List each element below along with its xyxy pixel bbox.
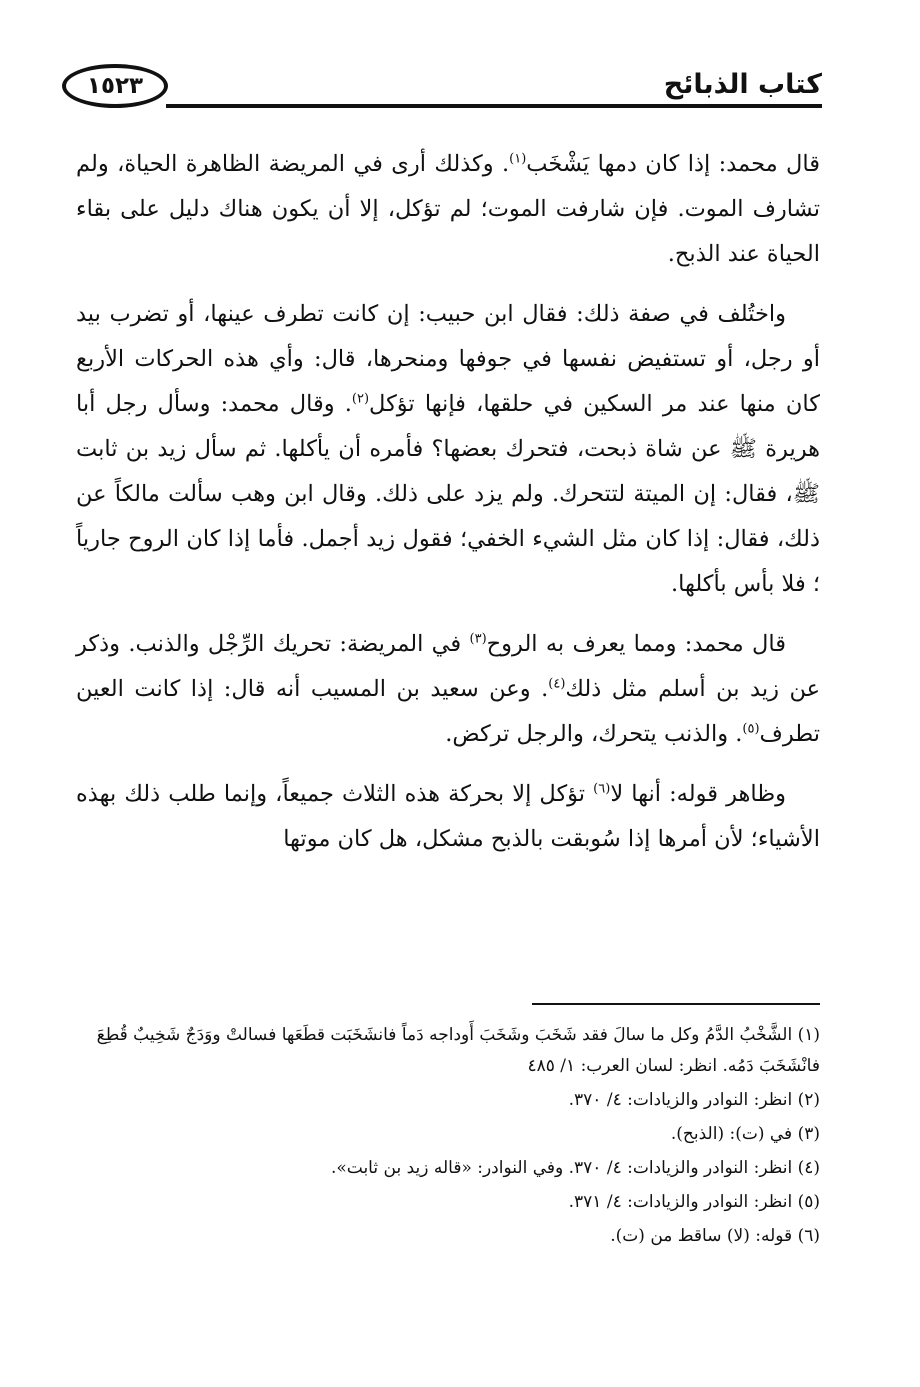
paragraph-text: . والذنب يتحرك، والرجل تركض. bbox=[445, 721, 743, 747]
paragraph-text: في المريضة: تحريك الرِّجْل والذنب. وذكر عن زيد بن أسلم مثل ذلك bbox=[76, 631, 820, 702]
footnote-2: (٢) انظر: النوادر والزيادات: ٤/ ٣٧٠. bbox=[568, 1090, 820, 1110]
footnote-ref-5[interactable]: (٥) bbox=[742, 721, 760, 737]
footnotes bbox=[76, 1020, 820, 1255]
paragraph-text: واختُلف في صفة ذلك: فقال ابن حبيب: إن كانت تطرف عينها، أو تضرب بيد أو رجل، أو تستفيض نفسها في جوفها ومنحرها، قال: وأي هذه الحركات الأربع كان منها عند مر السكين في حلقها، فإنها تؤكل bbox=[76, 301, 820, 417]
running-header bbox=[62, 62, 822, 112]
footnote-ref-4[interactable]: (٤) bbox=[548, 676, 566, 692]
footnote-6: (٦) قوله: (لا) ساقط من (ت). bbox=[610, 1226, 820, 1246]
footnote-3: (٣) في (ت): (الذبح). bbox=[670, 1124, 820, 1144]
paragraph-text: . وعن سعيد بن المسيب أنه قال: إذا كانت العين تطرف bbox=[76, 676, 820, 747]
footnote-ref-6[interactable]: (٦) bbox=[593, 781, 611, 797]
paragraph-text: قال محمد: إذا كان دمها يَشْخَب bbox=[526, 151, 820, 177]
footnote-separator bbox=[532, 1003, 820, 1005]
footnote-ref-3[interactable]: (٣) bbox=[469, 631, 487, 647]
footnote-ref-2[interactable]: (٢) bbox=[351, 391, 370, 407]
paragraph-text: وظاهر قوله: أنها لا bbox=[610, 781, 786, 807]
paragraph-4 bbox=[76, 772, 820, 862]
page-number-badge bbox=[62, 64, 168, 108]
page-number: ١٥٢٣ bbox=[86, 73, 144, 99]
paragraph-text: . وكذلك أرى في المريضة الظاهرة الحياة، ولم تشارف الموت. فإن شارفت الموت؛ لم تؤكل، إلا أن يكون هناك دليل على بقاء الحياة عند الذبح. bbox=[76, 151, 820, 267]
book-title: كتاب الذبائح bbox=[663, 69, 822, 100]
footnote-4: (٤) انظر: النوادر والزيادات: ٤/ ٣٧٠. وفي النوادر: «قاله زيد بن ثابت». bbox=[330, 1158, 820, 1178]
footnote-ref-1[interactable]: (١) bbox=[509, 151, 527, 167]
paragraph-text: . وقال محمد: وسأل رجل أبا هريرة ﷺ عن شاة ذبحت، فتحرك بعضها؟ فأمره أن يأكلها. ثم سأل زيد بن ثابت ﷺ، فقال: إن الميتة لتتحرك. ولم يزد على ذلك. وقال ابن وهب سألت مالكاً عن ذلك، فقال: إذا كان مثل الشيء الخفي؛ فقول زيد أجمل. فأما إذا كان الروح جارياً ؛ فلا بأس بأكلها. bbox=[76, 391, 820, 597]
footnote-1: (١) الشَّخْبُ الدَّمُ وكل ما سالَ فقد شَخَبَ وشَخَبَ أَوداجه دَماً فانشَخَبَت قطَعَها فسالتْ ووَدَجٌ شَخِيبٌ قُطِعَ فانْشَخَبَ دَمُه. انظر: لسان العرب: ١/ ٤٨٥ bbox=[96, 1025, 820, 1076]
paragraph-text: قال محمد: ومما يعرف به الروح bbox=[486, 631, 786, 657]
main-text bbox=[76, 142, 820, 877]
header-rule bbox=[166, 104, 822, 108]
footnote-5: (٥) انظر: النوادر والزيادات: ٤/ ٣٧١. bbox=[568, 1192, 820, 1212]
paragraph-text: تؤكل إلا بحركة هذه الثلاث جميعاً، وإنما طلب ذلك بهذه الأشياء؛ لأن أمرها إذا سُوبقت بالذبح مشكل، هل كان موتها bbox=[76, 781, 820, 852]
paragraph-2 bbox=[76, 292, 820, 607]
paragraph-1 bbox=[76, 142, 820, 277]
paragraph-3 bbox=[76, 622, 820, 757]
